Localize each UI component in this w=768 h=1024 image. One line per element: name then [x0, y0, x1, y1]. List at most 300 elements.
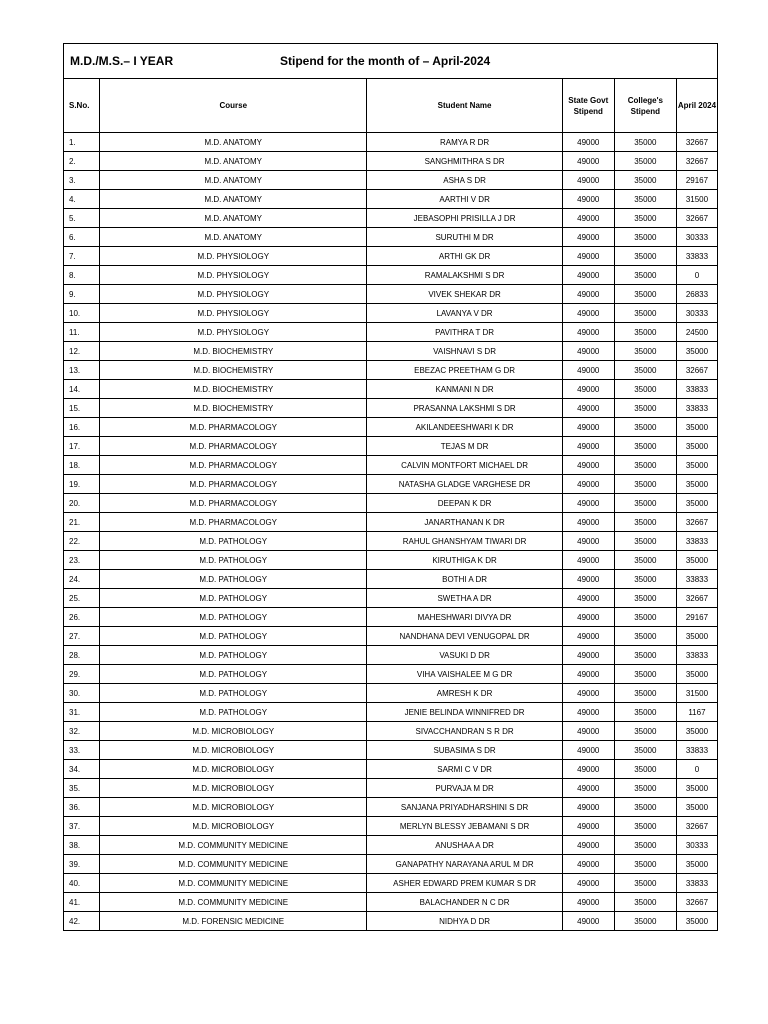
- cell-college-stipend: 35000: [614, 665, 676, 684]
- cell-student-name: ASHA S DR: [367, 171, 562, 190]
- cell-month-stipend: 31500: [676, 190, 717, 209]
- table-row: [64, 817, 718, 836]
- cell-sno: 9.: [64, 285, 100, 304]
- cell-sno: 34.: [64, 760, 100, 779]
- table-row: [64, 836, 718, 855]
- cell-student-name: NATASHA GLADGE VARGHESE DR: [367, 475, 562, 494]
- cell-student-name: BALACHANDER N C DR: [367, 893, 562, 912]
- table-row: [64, 380, 718, 399]
- cell-state-stipend: 49000: [562, 513, 614, 532]
- cell-course: M.D. PATHOLOGY: [100, 532, 367, 551]
- cell-state-stipend: 49000: [562, 893, 614, 912]
- cell-sno: 21.: [64, 513, 100, 532]
- cell-state-stipend: 49000: [562, 817, 614, 836]
- cell-student-name: PAVITHRA T DR: [367, 323, 562, 342]
- cell-course: M.D. PATHOLOGY: [100, 570, 367, 589]
- cell-state-stipend: 49000: [562, 266, 614, 285]
- cell-month-stipend: 35000: [676, 437, 717, 456]
- cell-month-stipend: 35000: [676, 912, 717, 931]
- cell-state-stipend: 49000: [562, 779, 614, 798]
- cell-sno: 4.: [64, 190, 100, 209]
- cell-state-stipend: 49000: [562, 798, 614, 817]
- cell-course: M.D. PATHOLOGY: [100, 665, 367, 684]
- cell-state-stipend: 49000: [562, 228, 614, 247]
- cell-student-name: PURVAJA M DR: [367, 779, 562, 798]
- cell-month-stipend: 32667: [676, 589, 717, 608]
- cell-college-stipend: 35000: [614, 304, 676, 323]
- cell-course: M.D. FORENSIC MEDICINE: [100, 912, 367, 931]
- cell-student-name: KANMANI N DR: [367, 380, 562, 399]
- table-row: [64, 741, 718, 760]
- cell-college-stipend: 35000: [614, 855, 676, 874]
- cell-month-stipend: 1167: [676, 703, 717, 722]
- cell-month-stipend: 32667: [676, 133, 717, 152]
- cell-month-stipend: 32667: [676, 893, 717, 912]
- cell-month-stipend: 30333: [676, 228, 717, 247]
- cell-month-stipend: 35000: [676, 475, 717, 494]
- cell-sno: 1.: [64, 133, 100, 152]
- cell-sno: 38.: [64, 836, 100, 855]
- table-row: [64, 665, 718, 684]
- cell-sno: 26.: [64, 608, 100, 627]
- cell-state-stipend: 49000: [562, 741, 614, 760]
- cell-sno: 37.: [64, 817, 100, 836]
- table-row: [64, 703, 718, 722]
- table-row: [64, 494, 718, 513]
- cell-college-stipend: 35000: [614, 380, 676, 399]
- cell-month-stipend: 29167: [676, 171, 717, 190]
- cell-student-name: VIVEK SHEKAR DR: [367, 285, 562, 304]
- cell-state-stipend: 49000: [562, 722, 614, 741]
- table-row: [64, 266, 718, 285]
- cell-student-name: VIHA VAISHALEE M G DR: [367, 665, 562, 684]
- cell-student-name: KIRUTHIGA K DR: [367, 551, 562, 570]
- cell-course: M.D. MICROBIOLOGY: [100, 741, 367, 760]
- table-row: [64, 475, 718, 494]
- cell-course: M.D. PHARMACOLOGY: [100, 456, 367, 475]
- cell-sno: 24.: [64, 570, 100, 589]
- cell-state-stipend: 49000: [562, 456, 614, 475]
- cell-sno: 18.: [64, 456, 100, 475]
- cell-student-name: MERLYN BLESSY JEBAMANI S DR: [367, 817, 562, 836]
- cell-month-stipend: 35000: [676, 456, 717, 475]
- cell-student-name: RAMYA R DR: [367, 133, 562, 152]
- column-header-student-name: Student Name: [367, 79, 562, 133]
- cell-course: M.D. PHYSIOLOGY: [100, 285, 367, 304]
- cell-course: M.D. PATHOLOGY: [100, 627, 367, 646]
- cell-college-stipend: 35000: [614, 532, 676, 551]
- cell-month-stipend: 33833: [676, 399, 717, 418]
- cell-student-name: SURUTHI M DR: [367, 228, 562, 247]
- cell-college-stipend: 35000: [614, 228, 676, 247]
- cell-college-stipend: 35000: [614, 570, 676, 589]
- table-row: [64, 532, 718, 551]
- document-title: [64, 44, 718, 79]
- cell-course: M.D. PHARMACOLOGY: [100, 475, 367, 494]
- cell-student-name: RAHUL GHANSHYAM TIWARI DR: [367, 532, 562, 551]
- column-header-college-stipend: College's Stipend: [614, 79, 676, 133]
- cell-state-stipend: 49000: [562, 437, 614, 456]
- cell-month-stipend: 30333: [676, 304, 717, 323]
- cell-student-name: TEJAS M DR: [367, 437, 562, 456]
- cell-month-stipend: 32667: [676, 513, 717, 532]
- cell-student-name: SWETHA A DR: [367, 589, 562, 608]
- cell-sno: 5.: [64, 209, 100, 228]
- cell-month-stipend: 26833: [676, 285, 717, 304]
- stipend-table: [63, 43, 718, 931]
- cell-sno: 20.: [64, 494, 100, 513]
- cell-month-stipend: 33833: [676, 532, 717, 551]
- table-row: [64, 589, 718, 608]
- cell-course: M.D. PHYSIOLOGY: [100, 266, 367, 285]
- cell-course: M.D. PATHOLOGY: [100, 551, 367, 570]
- cell-course: M.D. PHYSIOLOGY: [100, 247, 367, 266]
- cell-state-stipend: 49000: [562, 760, 614, 779]
- cell-course: M.D. MICROBIOLOGY: [100, 722, 367, 741]
- cell-college-stipend: 35000: [614, 247, 676, 266]
- cell-student-name: ANUSHAA A DR: [367, 836, 562, 855]
- cell-sno: 29.: [64, 665, 100, 684]
- cell-student-name: VASUKI D DR: [367, 646, 562, 665]
- cell-month-stipend: 29167: [676, 608, 717, 627]
- cell-state-stipend: 49000: [562, 494, 614, 513]
- cell-sno: 25.: [64, 589, 100, 608]
- cell-college-stipend: 35000: [614, 874, 676, 893]
- table-row: [64, 646, 718, 665]
- cell-month-stipend: 32667: [676, 209, 717, 228]
- cell-course: M.D. PATHOLOGY: [100, 608, 367, 627]
- table-row: [64, 361, 718, 380]
- cell-sno: 17.: [64, 437, 100, 456]
- cell-college-stipend: 35000: [614, 399, 676, 418]
- cell-student-name: VAISHNAVI S DR: [367, 342, 562, 361]
- cell-course: M.D. PATHOLOGY: [100, 646, 367, 665]
- cell-month-stipend: 35000: [676, 665, 717, 684]
- table-row: [64, 684, 718, 703]
- cell-state-stipend: 49000: [562, 855, 614, 874]
- cell-month-stipend: 0: [676, 266, 717, 285]
- cell-student-name: ARTHI GK DR: [367, 247, 562, 266]
- cell-college-stipend: 35000: [614, 342, 676, 361]
- cell-college-stipend: 35000: [614, 817, 676, 836]
- table-row: [64, 627, 718, 646]
- table-row: [64, 456, 718, 475]
- cell-state-stipend: 49000: [562, 570, 614, 589]
- cell-college-stipend: 35000: [614, 133, 676, 152]
- table-row: [64, 855, 718, 874]
- table-row: [64, 152, 718, 171]
- cell-course: M.D. ANATOMY: [100, 152, 367, 171]
- cell-sno: 7.: [64, 247, 100, 266]
- cell-state-stipend: 49000: [562, 209, 614, 228]
- cell-month-stipend: 33833: [676, 380, 717, 399]
- table-body: [64, 133, 718, 931]
- cell-college-stipend: 35000: [614, 494, 676, 513]
- cell-state-stipend: 49000: [562, 665, 614, 684]
- cell-college-stipend: 35000: [614, 836, 676, 855]
- table-row: [64, 228, 718, 247]
- cell-sno: 27.: [64, 627, 100, 646]
- column-header-row: [64, 79, 718, 133]
- table-row: [64, 874, 718, 893]
- cell-college-stipend: 35000: [614, 171, 676, 190]
- table-row: [64, 798, 718, 817]
- table-row: [64, 209, 718, 228]
- cell-month-stipend: 33833: [676, 570, 717, 589]
- cell-state-stipend: 49000: [562, 589, 614, 608]
- table-row: [64, 323, 718, 342]
- table-row: [64, 247, 718, 266]
- cell-state-stipend: 49000: [562, 361, 614, 380]
- cell-sno: 35.: [64, 779, 100, 798]
- cell-course: M.D. PHARMACOLOGY: [100, 494, 367, 513]
- cell-month-stipend: 32667: [676, 152, 717, 171]
- cell-college-stipend: 35000: [614, 608, 676, 627]
- table-row: [64, 285, 718, 304]
- cell-college-stipend: 35000: [614, 190, 676, 209]
- cell-course: M.D. BIOCHEMISTRY: [100, 399, 367, 418]
- table-row: [64, 342, 718, 361]
- table-row: [64, 912, 718, 931]
- cell-college-stipend: 35000: [614, 741, 676, 760]
- cell-student-name: MAHESHWARI DIVYA DR: [367, 608, 562, 627]
- cell-state-stipend: 49000: [562, 532, 614, 551]
- cell-state-stipend: 49000: [562, 380, 614, 399]
- cell-state-stipend: 49000: [562, 627, 614, 646]
- cell-state-stipend: 49000: [562, 912, 614, 931]
- cell-sno: 10.: [64, 304, 100, 323]
- cell-course: M.D. PHARMACOLOGY: [100, 513, 367, 532]
- cell-state-stipend: 49000: [562, 399, 614, 418]
- cell-student-name: SIVACCHANDRAN S R DR: [367, 722, 562, 741]
- cell-college-stipend: 35000: [614, 798, 676, 817]
- cell-student-name: PRASANNA LAKSHMI S DR: [367, 399, 562, 418]
- stipend-month-title: Stipend for the month of – April-2024: [280, 54, 491, 68]
- table-row: [64, 760, 718, 779]
- table-row: [64, 418, 718, 437]
- table-row: [64, 513, 718, 532]
- table-row: [64, 304, 718, 323]
- table-row: [64, 779, 718, 798]
- cell-month-stipend: 0: [676, 760, 717, 779]
- cell-sno: 6.: [64, 228, 100, 247]
- cell-college-stipend: 35000: [614, 703, 676, 722]
- cell-student-name: EBEZAC PREETHAM G DR: [367, 361, 562, 380]
- cell-sno: 28.: [64, 646, 100, 665]
- cell-sno: 23.: [64, 551, 100, 570]
- table-row: [64, 399, 718, 418]
- cell-sno: 19.: [64, 475, 100, 494]
- cell-student-name: JEBASOPHI PRISILLA J DR: [367, 209, 562, 228]
- cell-college-stipend: 35000: [614, 760, 676, 779]
- cell-month-stipend: 30333: [676, 836, 717, 855]
- cell-state-stipend: 49000: [562, 684, 614, 703]
- cell-sno: 33.: [64, 741, 100, 760]
- cell-student-name: LAVANYA V DR: [367, 304, 562, 323]
- cell-course: M.D. PHYSIOLOGY: [100, 304, 367, 323]
- cell-college-stipend: 35000: [614, 456, 676, 475]
- cell-month-stipend: 35000: [676, 798, 717, 817]
- cell-student-name: SANGHMITHRA S DR: [367, 152, 562, 171]
- cell-sno: 8.: [64, 266, 100, 285]
- cell-course: M.D. MICROBIOLOGY: [100, 817, 367, 836]
- cell-student-name: SUBASIMA S DR: [367, 741, 562, 760]
- cell-course: M.D. ANATOMY: [100, 171, 367, 190]
- cell-sno: 32.: [64, 722, 100, 741]
- cell-college-stipend: 35000: [614, 912, 676, 931]
- cell-student-name: AARTHI V DR: [367, 190, 562, 209]
- cell-college-stipend: 35000: [614, 361, 676, 380]
- table-row: [64, 570, 718, 589]
- cell-college-stipend: 35000: [614, 722, 676, 741]
- cell-state-stipend: 49000: [562, 323, 614, 342]
- cell-college-stipend: 35000: [614, 437, 676, 456]
- cell-college-stipend: 35000: [614, 551, 676, 570]
- cell-student-name: JANARTHANAN K DR: [367, 513, 562, 532]
- stipend-sheet: [63, 43, 718, 931]
- cell-student-name: AKILANDEESHWARI K DR: [367, 418, 562, 437]
- cell-course: M.D. COMMUNITY MEDICINE: [100, 855, 367, 874]
- column-header-month: April 2024: [676, 79, 717, 133]
- cell-month-stipend: 35000: [676, 494, 717, 513]
- cell-student-name: NIDHYA D DR: [367, 912, 562, 931]
- cell-college-stipend: 35000: [614, 418, 676, 437]
- cell-course: M.D. PHARMACOLOGY: [100, 437, 367, 456]
- cell-course: M.D. BIOCHEMISTRY: [100, 361, 367, 380]
- cell-student-name: AMRESH K DR: [367, 684, 562, 703]
- cell-course: M.D. ANATOMY: [100, 190, 367, 209]
- cell-state-stipend: 49000: [562, 475, 614, 494]
- cell-sno: 13.: [64, 361, 100, 380]
- cell-course: M.D. ANATOMY: [100, 228, 367, 247]
- cell-month-stipend: 33833: [676, 646, 717, 665]
- cell-course: M.D. BIOCHEMISTRY: [100, 380, 367, 399]
- table-row: [64, 722, 718, 741]
- cell-course: M.D. MICROBIOLOGY: [100, 798, 367, 817]
- cell-student-name: BOTHI A DR: [367, 570, 562, 589]
- column-header-course: Course: [100, 79, 367, 133]
- cell-sno: 3.: [64, 171, 100, 190]
- cell-college-stipend: 35000: [614, 323, 676, 342]
- table-row: [64, 133, 718, 152]
- cell-student-name: ASHER EDWARD PREM KUMAR S DR: [367, 874, 562, 893]
- cell-course: M.D. MICROBIOLOGY: [100, 779, 367, 798]
- cell-college-stipend: 35000: [614, 266, 676, 285]
- cell-month-stipend: 32667: [676, 361, 717, 380]
- cell-month-stipend: 35000: [676, 722, 717, 741]
- cell-course: M.D. BIOCHEMISTRY: [100, 342, 367, 361]
- cell-month-stipend: 35000: [676, 418, 717, 437]
- cell-student-name: SARMI C V DR: [367, 760, 562, 779]
- cell-state-stipend: 49000: [562, 551, 614, 570]
- cell-month-stipend: 31500: [676, 684, 717, 703]
- cell-college-stipend: 35000: [614, 589, 676, 608]
- title-row: [64, 44, 718, 79]
- cell-state-stipend: 49000: [562, 133, 614, 152]
- cell-college-stipend: 35000: [614, 152, 676, 171]
- cell-sno: 30.: [64, 684, 100, 703]
- cell-course: M.D. ANATOMY: [100, 133, 367, 152]
- cell-sno: 42.: [64, 912, 100, 931]
- cell-state-stipend: 49000: [562, 285, 614, 304]
- table-row: [64, 551, 718, 570]
- cell-college-stipend: 35000: [614, 627, 676, 646]
- cell-college-stipend: 35000: [614, 893, 676, 912]
- cell-month-stipend: 33833: [676, 247, 717, 266]
- cell-sno: 36.: [64, 798, 100, 817]
- cell-sno: 15.: [64, 399, 100, 418]
- cell-college-stipend: 35000: [614, 285, 676, 304]
- cell-state-stipend: 49000: [562, 608, 614, 627]
- cell-state-stipend: 49000: [562, 836, 614, 855]
- table-row: [64, 608, 718, 627]
- cell-month-stipend: 35000: [676, 855, 717, 874]
- cell-college-stipend: 35000: [614, 684, 676, 703]
- cell-college-stipend: 35000: [614, 209, 676, 228]
- table-row: [64, 893, 718, 912]
- cell-sno: 16.: [64, 418, 100, 437]
- cell-state-stipend: 49000: [562, 418, 614, 437]
- cell-month-stipend: 35000: [676, 551, 717, 570]
- cell-college-stipend: 35000: [614, 646, 676, 665]
- cell-sno: 14.: [64, 380, 100, 399]
- cell-student-name: DEEPAN K DR: [367, 494, 562, 513]
- cell-course: M.D. PATHOLOGY: [100, 589, 367, 608]
- cell-month-stipend: 35000: [676, 342, 717, 361]
- cell-month-stipend: 32667: [676, 817, 717, 836]
- table-row: [64, 171, 718, 190]
- cell-student-name: GANAPATHY NARAYANA ARUL M DR: [367, 855, 562, 874]
- cell-month-stipend: 35000: [676, 779, 717, 798]
- cell-course: M.D. PHYSIOLOGY: [100, 323, 367, 342]
- cell-sno: 22.: [64, 532, 100, 551]
- cell-state-stipend: 49000: [562, 190, 614, 209]
- cell-state-stipend: 49000: [562, 171, 614, 190]
- cell-state-stipend: 49000: [562, 342, 614, 361]
- cell-course: M.D. COMMUNITY MEDICINE: [100, 874, 367, 893]
- cell-sno: 41.: [64, 893, 100, 912]
- cell-student-name: RAMALAKSHMI S DR: [367, 266, 562, 285]
- cell-sno: 2.: [64, 152, 100, 171]
- cell-sno: 39.: [64, 855, 100, 874]
- cell-course: M.D. PHARMACOLOGY: [100, 418, 367, 437]
- cell-course: M.D. PATHOLOGY: [100, 684, 367, 703]
- cell-month-stipend: 33833: [676, 741, 717, 760]
- cell-month-stipend: 35000: [676, 627, 717, 646]
- cell-student-name: CALVIN MONTFORT MICHAEL DR: [367, 456, 562, 475]
- cell-state-stipend: 49000: [562, 304, 614, 323]
- cell-state-stipend: 49000: [562, 874, 614, 893]
- cell-state-stipend: 49000: [562, 152, 614, 171]
- cell-course: M.D. PATHOLOGY: [100, 703, 367, 722]
- cell-student-name: SANJANA PRIYADHARSHINI S DR: [367, 798, 562, 817]
- cell-course: M.D. COMMUNITY MEDICINE: [100, 893, 367, 912]
- course-year-title: M.D./M.S.– I YEAR: [70, 54, 174, 68]
- cell-sno: 31.: [64, 703, 100, 722]
- cell-state-stipend: 49000: [562, 703, 614, 722]
- cell-state-stipend: 49000: [562, 646, 614, 665]
- table-row: [64, 190, 718, 209]
- cell-college-stipend: 35000: [614, 475, 676, 494]
- cell-college-stipend: 35000: [614, 779, 676, 798]
- table-row: [64, 437, 718, 456]
- cell-course: M.D. ANATOMY: [100, 209, 367, 228]
- cell-college-stipend: 35000: [614, 513, 676, 532]
- cell-course: M.D. COMMUNITY MEDICINE: [100, 836, 367, 855]
- cell-state-stipend: 49000: [562, 247, 614, 266]
- column-header-sno: S.No.: [64, 79, 100, 133]
- cell-student-name: NANDHANA DEVI VENUGOPAL DR: [367, 627, 562, 646]
